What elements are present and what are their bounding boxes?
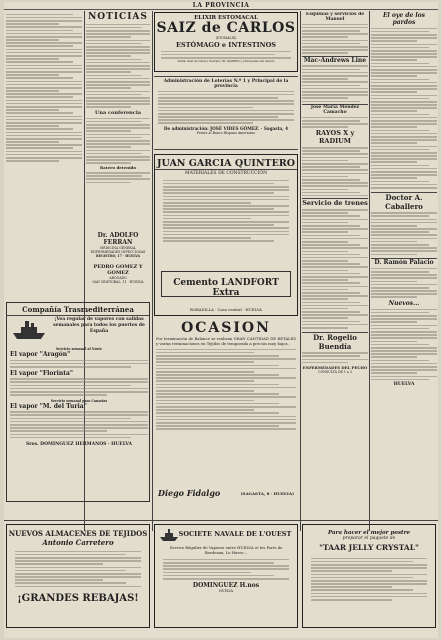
ad-garcia-quintero <box>154 154 298 316</box>
admin-loc: Frente al Banco Hispano Americano <box>196 131 256 136</box>
ad-trasmediterranea <box>6 302 150 502</box>
mac-heading: Mac-Andrews Line <box>303 56 367 64</box>
ocasion-sig-addr: (SAGASTA, 8 · HUELVA) <box>240 491 294 496</box>
gomez-title: PEDRO GOMEZ Y GOMEZ <box>93 264 143 276</box>
garcia-name: JUAN GARCIA QUINTERO <box>156 158 296 169</box>
noticias-heading: NOTICIAS <box>88 12 148 22</box>
garcia-sub: MATERIALES DE CONSTRUCCIÓN <box>184 171 268 176</box>
consig-text: Sres. DOMINGUEZ HERMANOS · HUELVA <box>26 442 132 448</box>
norte-heading: Servicio semanal al Norte <box>55 347 103 351</box>
col4-title: Esquinas y servicios de Manuel <box>305 12 365 22</box>
compania-text: ¡Vea regular de vapores con salidas semanales para todos los puertos de España <box>53 317 145 334</box>
ocasion-title: OCASION <box>181 320 271 336</box>
column-1 <box>6 12 82 232</box>
taar-brand: "TAAR JELLY CRYSTAL" <box>319 543 419 552</box>
ship-icon <box>159 527 179 541</box>
ad-almacenes <box>6 524 150 628</box>
column-1-text <box>6 14 82 162</box>
societe-title: SOCIETE NAVALE DE L'OUEST <box>178 530 292 538</box>
taar-line1: Para hacer el mejor postre <box>328 530 410 536</box>
ferran-sub2: ENFERMEDADES INFECCIOSAS <box>90 250 146 254</box>
column-4 <box>302 12 368 512</box>
ship-icon <box>11 317 47 341</box>
llegados-heading: Nuevos... <box>388 300 420 308</box>
caballero-heading: Doctor A. Caballero <box>371 192 437 211</box>
taar-line2: preparar el paquete de <box>342 536 396 541</box>
compania-title: Compañía Trasmediterránea <box>7 305 149 316</box>
turia-heading: El vapor "M. del Turia" <box>10 402 87 410</box>
trenes-heading: Servicio de trenes <box>302 199 368 208</box>
rayos-heading: RAYOS X y RADIUM <box>315 129 355 146</box>
almacenes-owner: Antonio Carretero <box>42 538 114 547</box>
gomez-sub: ABOGADO <box>109 276 127 280</box>
saiz-line1: ESTÓMAGO e INTESTINOS <box>176 41 276 49</box>
florinta-heading: El vapor "Florinta" <box>10 369 74 377</box>
societe-city: HUELVA <box>219 588 233 593</box>
societe-agent: DOMINGUEZ H.nos <box>192 581 260 589</box>
palacio-heading: D. Ramón Palacio <box>371 258 437 266</box>
ad-gomez <box>84 262 152 288</box>
aragon-heading: El vapor "Aragón" <box>10 351 71 358</box>
ad-ferran <box>84 230 152 260</box>
canarias-heading: Servicio semanal para Canarias <box>50 398 108 403</box>
col5-huelva: HUELVA <box>393 381 415 387</box>
ferran-sub: MEDICINA GENERAL <box>99 246 136 250</box>
ad-taar-jelly <box>302 524 436 628</box>
saiz-footer: Venta: Saiz de Carlos, Serrano 30, MADRID y principales del mundo <box>177 59 275 64</box>
camacho-heading: José María Méndez Camacho <box>302 104 368 115</box>
ad-ocasion <box>154 320 298 502</box>
ocasion-signature: Diego Fidalgo <box>158 488 221 498</box>
gomez-addr: SAN CRISTOBAL, 11 · HUELVA <box>92 280 144 284</box>
col5-title: El oye de los pardos <box>382 12 426 26</box>
saiz-sub: (STOMALIX) <box>215 36 237 40</box>
admin-title: Administración de Loterías N.º 1 y Principal de la provincia <box>163 79 289 89</box>
masthead: LA PROVINCIA <box>4 2 438 10</box>
pecho-heading: ENFERMEDADES DEL PECHO <box>302 364 368 370</box>
buendia-heading: Dr. Rogelio Buendía <box>302 332 368 351</box>
conferencia-heading: Una conferencia <box>95 110 141 117</box>
garcia-cement: Cemento LANDFORT Extra <box>173 278 279 298</box>
ad-societe-navale <box>154 524 298 628</box>
admin-quinto: De administración: JOSÉ VIDES GÓMEZ. · Sagasta, 4 <box>163 126 289 132</box>
saiz-name: SAIZ de CARLOS <box>156 20 296 36</box>
almacenes-rebajas: ¡GRANDES REBAJAS! <box>17 592 139 604</box>
saiz-top: ELIXIR ESTOMACAL <box>194 15 258 21</box>
ad-saiz-de-carlos <box>154 12 298 72</box>
societe-sub: Service Régulier de Vapeurs entre HUELVA et les Ports de Bordeaux, Le Havre... <box>169 545 283 555</box>
consulta-text: CONSULTA DE 1 a 3 <box>318 369 352 374</box>
ocasion-intro: Por terminación de Balance se realizan GRAN CANTIDAD DE RETALES y varias terminaciones en Tejidos de temporada a precios muy bajos. <box>156 336 296 346</box>
ferran-title: Dr. ADOLFO FERRAN <box>97 232 139 246</box>
ad-loterias <box>154 76 298 150</box>
almacenes-title: NUEVOS ALMACENES DE TEJIDOS <box>8 529 148 538</box>
garcia-addr: BOBADILLA · Casa central · HUELVA <box>190 307 262 312</box>
ferran-addr: REGISTRO, 17 · HUELVA <box>96 254 140 258</box>
ratero-heading: Ratero detenido <box>99 165 137 171</box>
column-5 <box>371 12 437 512</box>
newspaper-page <box>4 2 438 638</box>
column-2 <box>86 12 150 228</box>
